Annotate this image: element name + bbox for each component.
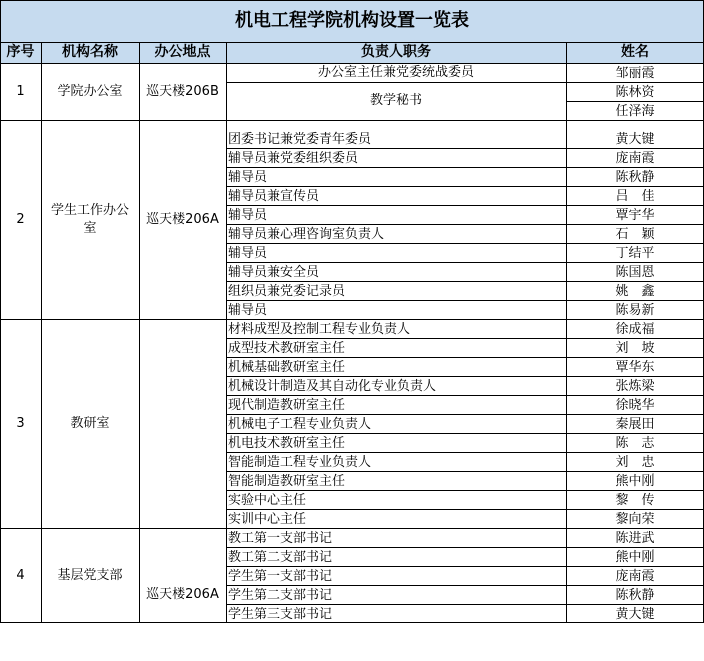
name-cell: 石 颖 <box>615 227 655 243</box>
duty-cell: 现代制造教研室主任 <box>228 398 346 414</box>
name-cell: 黎 传 <box>615 493 655 509</box>
name-cell: 陈进武 <box>615 531 655 547</box>
name-cell: 陈秋静 <box>615 170 655 186</box>
header-office: 办公地点 <box>139 42 226 63</box>
duty-cell: 机械电子工程专业负责人 <box>228 417 372 433</box>
name-cell: 熊中刚 <box>615 474 655 490</box>
name-cell: 黄大键 <box>615 132 655 148</box>
duty-cell: 辅导员 <box>228 303 268 319</box>
duty-cell: 办公室主任兼党委统战委员 <box>317 64 474 80</box>
group-4-office: 巡天楼206A <box>146 586 219 602</box>
name-cell: 刘 坡 <box>615 341 655 357</box>
name-cell: 吕 佳 <box>615 189 655 205</box>
name-cell: 黎向荣 <box>615 512 655 528</box>
duty-cell: 成型技术教研室主任 <box>228 341 346 357</box>
group-3-org: 教研室 <box>70 415 110 431</box>
duty-cell: 辅导员 <box>228 246 268 262</box>
name-cell: 丁结平 <box>615 246 655 262</box>
group-1-org: 学院办公室 <box>57 83 123 99</box>
name-cell: 陈易新 <box>615 303 655 319</box>
duty-cell: 实训中心主任 <box>228 512 307 528</box>
group-4-seq: 4 <box>16 567 25 583</box>
name-cell: 刘 忠 <box>615 455 655 471</box>
name-cell: 熊中刚 <box>615 550 655 566</box>
duty-cell: 团委书记兼党委青年委员 <box>228 132 372 148</box>
duty-cell: 教学秘书 <box>369 93 422 109</box>
name-cell: 姚 鑫 <box>615 284 655 300</box>
name-cell: 陈林资 <box>615 85 655 101</box>
name-cell: 秦展田 <box>615 417 655 433</box>
name-cell: 覃宇华 <box>615 208 655 224</box>
table-title: 机电工程学院机构设置一览表 <box>0 0 704 42</box>
duty-cell: 材料成型及控制工程专业负责人 <box>228 322 411 338</box>
duty-cell: 实验中心主任 <box>228 493 307 509</box>
group-2-seq: 2 <box>16 211 25 227</box>
duty-cell: 教工第二支部书记 <box>228 550 333 566</box>
name-cell: 黄大键 <box>615 607 655 623</box>
duty-cell: 机械基础教研室主任 <box>228 360 346 376</box>
name-cell: 庞南霞 <box>615 569 655 585</box>
name-cell: 覃华东 <box>615 360 655 376</box>
name-cell: 邹丽霞 <box>615 66 655 82</box>
group-2-office: 巡天楼206A <box>146 211 219 227</box>
duty-cell: 辅导员兼安全员 <box>228 265 320 281</box>
duty-cell: 辅导员兼党委组织委员 <box>228 151 359 167</box>
duty-cell: 教工第一支部书记 <box>228 531 333 547</box>
duty-cell: 辅导员 <box>228 208 268 224</box>
name-cell: 徐成福 <box>615 322 655 338</box>
duty-cell: 智能制造工程专业负责人 <box>228 455 372 471</box>
name-cell: 庞南霞 <box>615 151 655 167</box>
group-1-office: 巡天楼206B <box>146 83 219 99</box>
group-2-org: 学生工作办公室 <box>50 202 129 236</box>
header-duty: 负责人职务 <box>226 42 566 63</box>
group-1-seq: 1 <box>16 83 25 99</box>
duty-cell: 智能制造教研室主任 <box>228 474 346 490</box>
group-4-org: 基层党支部 <box>57 567 123 583</box>
duty-cell: 辅导员兼宣传员 <box>228 189 320 205</box>
header-name: 姓名 <box>566 42 704 63</box>
group-3-seq: 3 <box>16 415 25 431</box>
duty-cell: 学生第一支部书记 <box>228 569 333 585</box>
duty-cell: 机械设计制造及其自动化专业负责人 <box>228 379 437 395</box>
header-seq: 序号 <box>0 42 41 63</box>
duty-cell: 辅导员兼心理咨询室负责人 <box>228 227 385 243</box>
name-cell: 徐晓华 <box>615 398 655 414</box>
duty-cell: 辅导员 <box>228 170 268 186</box>
name-cell: 陈国恩 <box>615 265 655 281</box>
name-cell: 任泽海 <box>615 104 655 120</box>
header-org: 机构名称 <box>41 42 139 63</box>
duty-cell: 学生第三支部书记 <box>228 607 333 623</box>
duty-cell: 机电技术教研室主任 <box>228 436 346 452</box>
group-3-office <box>139 319 226 528</box>
name-cell: 陈 志 <box>615 436 655 452</box>
name-cell: 陈秋静 <box>615 588 655 604</box>
duty-cell: 组织员兼党委记录员 <box>228 284 346 300</box>
duty-cell: 学生第二支部书记 <box>228 588 333 604</box>
name-cell: 张炼梁 <box>615 379 655 395</box>
